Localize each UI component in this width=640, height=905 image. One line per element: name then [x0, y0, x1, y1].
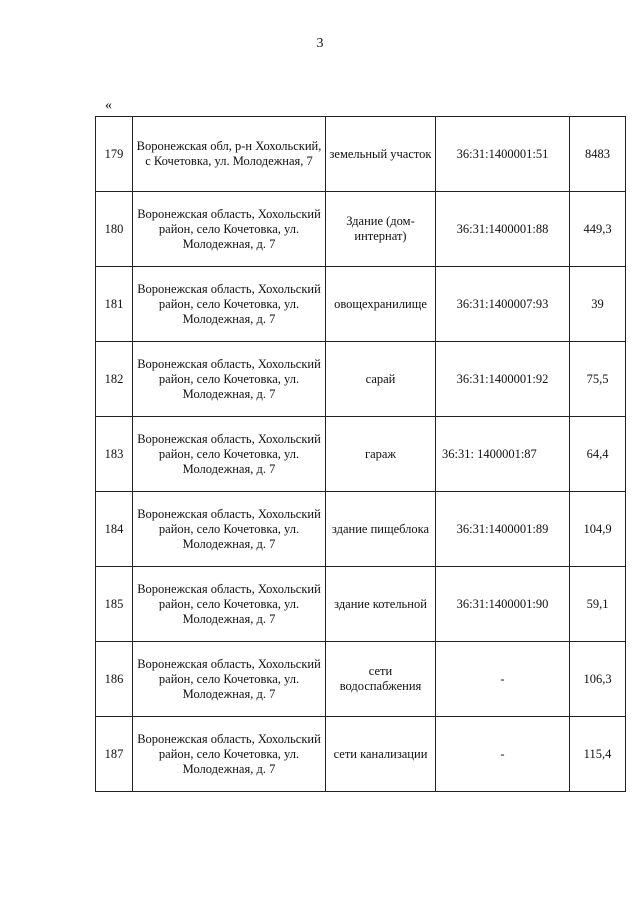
row-number: 184: [96, 492, 133, 567]
row-number: 181: [96, 267, 133, 342]
table-row: [96, 117, 626, 192]
property-registry-table: [95, 116, 626, 792]
row-number: 179: [96, 117, 133, 192]
cadastral-number: 36:31:1400001:89: [436, 492, 570, 567]
property-type: сети канализации: [326, 717, 436, 792]
property-area: 115,4: [570, 717, 626, 792]
row-number: 182: [96, 342, 133, 417]
cadastral-number: -: [436, 642, 570, 717]
property-area: 449,3: [570, 192, 626, 267]
property-type: сарай: [326, 342, 436, 417]
row-number: 186: [96, 642, 133, 717]
property-area: 8483: [570, 117, 626, 192]
property-address: Воронежская область, Хохольский район, село Кочетовка, ул. Молодежная, д. 7: [133, 192, 326, 267]
property-type: Здание (дом-интернат): [326, 192, 436, 267]
cadastral-number: 36:31:1400001:88: [436, 192, 570, 267]
property-type: овощехранилище: [326, 267, 436, 342]
table-row: [96, 417, 626, 492]
row-number: 185: [96, 567, 133, 642]
table-row: [96, 567, 626, 642]
property-address: Воронежская обл, р-н Хохольский, с Кочетовка, ул. Молодежная, 7: [133, 117, 326, 192]
property-address: Воронежская область, Хохольский район, село Кочетовка, ул. Молодежная, д. 7: [133, 417, 326, 492]
table-row: [96, 717, 626, 792]
cadastral-number: -: [436, 717, 570, 792]
cadastral-number: 36:31:1400007:93: [436, 267, 570, 342]
property-area: 75,5: [570, 342, 626, 417]
row-number: 183: [96, 417, 133, 492]
property-type: здание котельной: [326, 567, 436, 642]
cadastral-number: 36:31:1400001:51: [436, 117, 570, 192]
cadastral-number: 36:31: 1400001:87: [436, 417, 570, 492]
opening-quote-mark: «: [105, 98, 112, 113]
property-address: Воронежская область, Хохольский район, село Кочетовка, ул. Молодежная, д. 7: [133, 342, 326, 417]
property-address: Воронежская область, Хохольский район, село Кочетовка, ул. Молодежная, д. 7: [133, 267, 326, 342]
property-area: 106,3: [570, 642, 626, 717]
property-area: 64,4: [570, 417, 626, 492]
cadastral-number: 36:31:1400001:92: [436, 342, 570, 417]
table-row: [96, 192, 626, 267]
property-type: земельный участок: [326, 117, 436, 192]
table-row: [96, 267, 626, 342]
row-number: 187: [96, 717, 133, 792]
property-type: сети водоспабжения: [326, 642, 436, 717]
property-address: Воронежская область, Хохольский район, село Кочетовка, ул. Молодежная, д. 7: [133, 717, 326, 792]
row-number: 180: [96, 192, 133, 267]
cadastral-number: 36:31:1400001:90: [436, 567, 570, 642]
property-area: 39: [570, 267, 626, 342]
property-type: здание пищеблока: [326, 492, 436, 567]
page-number: 3: [316, 36, 324, 51]
table-row: [96, 642, 626, 717]
property-type: гараж: [326, 417, 436, 492]
table-row: [96, 342, 626, 417]
property-address: Воронежская область, Хохольский район, село Кочетовка, ул. Молодежная, д. 7: [133, 492, 326, 567]
property-address: Воронежская область, Хохольский район, село Кочетовка, ул. Молодежная, д. 7: [133, 642, 326, 717]
property-area: 104,9: [570, 492, 626, 567]
property-address: Воронежская область, Хохольский район, село Кочетовка, ул. Молодежная, д. 7: [133, 567, 326, 642]
table-row: [96, 492, 626, 567]
property-area: 59,1: [570, 567, 626, 642]
